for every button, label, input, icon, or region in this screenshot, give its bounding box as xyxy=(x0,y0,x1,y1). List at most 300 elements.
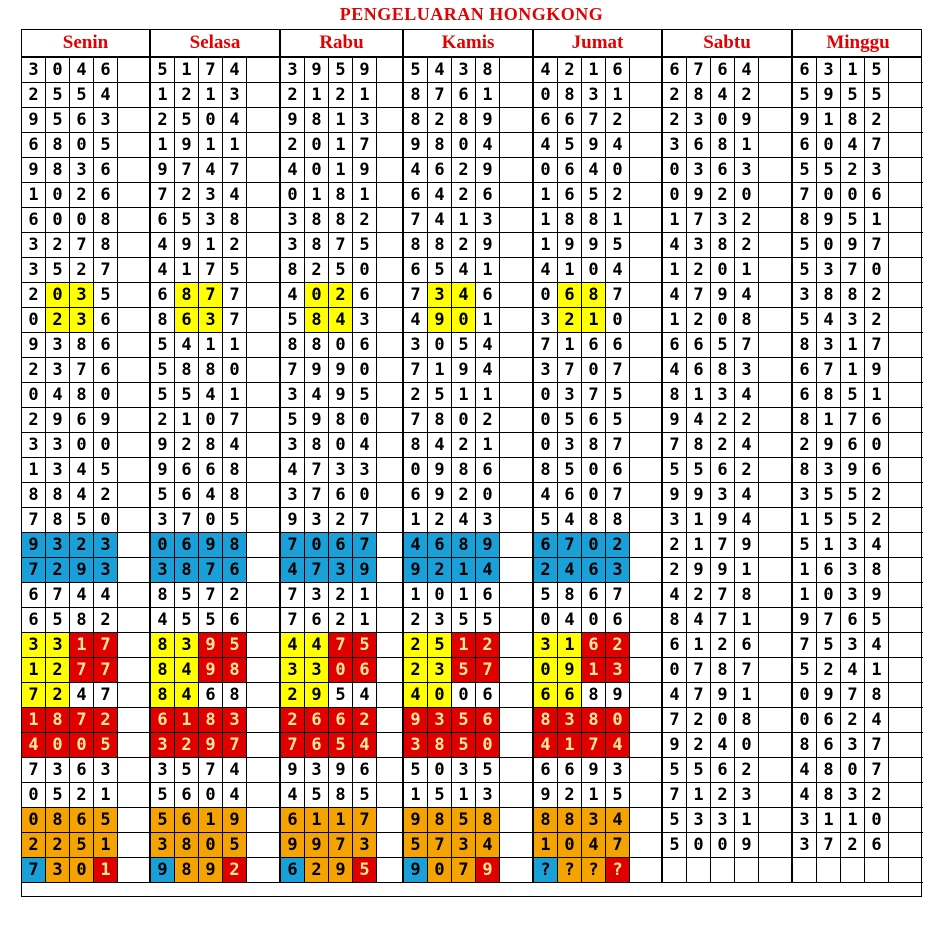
column-senin xyxy=(22,58,151,883)
digit-cell: 0 xyxy=(582,608,606,633)
result-row xyxy=(404,583,532,608)
digit-cell: 2 xyxy=(606,633,630,658)
result-row xyxy=(22,483,149,508)
digit-cell: 6 xyxy=(558,158,582,183)
digit-cell: 6 xyxy=(534,683,558,708)
row-padding xyxy=(118,208,149,233)
digit-cell: 0 xyxy=(70,133,94,158)
digit-cell: 2 xyxy=(687,733,711,758)
digit-cell: 2 xyxy=(223,583,247,608)
digit-cell: 4 xyxy=(22,733,46,758)
digit-cell: 8 xyxy=(46,483,70,508)
digit-cell: 5 xyxy=(606,408,630,433)
digit-cell: 9 xyxy=(476,233,500,258)
digit-cell: 7 xyxy=(452,858,476,883)
row-padding xyxy=(377,733,402,758)
digit-cell: 9 xyxy=(22,108,46,133)
digit-cell: 5 xyxy=(534,583,558,608)
result-row xyxy=(22,233,149,258)
digit-cell: 1 xyxy=(663,308,687,333)
digit-cell: 7 xyxy=(353,508,377,533)
result-row xyxy=(151,333,279,358)
digit-cell: 1 xyxy=(404,783,428,808)
digit-cell: 6 xyxy=(558,483,582,508)
digit-cell: 2 xyxy=(687,708,711,733)
digit-cell: 4 xyxy=(151,608,175,633)
result-row xyxy=(534,658,661,683)
digit-cell: 1 xyxy=(452,208,476,233)
result-row xyxy=(151,158,279,183)
digit-cell: 8 xyxy=(151,583,175,608)
row-padding xyxy=(118,58,149,83)
digit-cell: 1 xyxy=(353,583,377,608)
digit-cell: 7 xyxy=(223,158,247,183)
digit-cell: 9 xyxy=(793,608,817,633)
digit-cell: 4 xyxy=(70,58,94,83)
digit-cell: 1 xyxy=(534,833,558,858)
digit-cell: 4 xyxy=(476,358,500,383)
digit-cell: 1 xyxy=(793,583,817,608)
digit-cell: 3 xyxy=(70,283,94,308)
result-row xyxy=(534,208,661,233)
digit-cell: 4 xyxy=(404,308,428,333)
digit-cell: 1 xyxy=(735,133,759,158)
day-header-jumat: Jumat xyxy=(534,30,663,56)
digit-cell: 1 xyxy=(94,783,118,808)
digit-cell: 2 xyxy=(329,283,353,308)
row-padding xyxy=(759,408,791,433)
digit-cell: 8 xyxy=(428,408,452,433)
digit-cell: 3 xyxy=(46,433,70,458)
digit-cell: 2 xyxy=(663,108,687,133)
digit-cell: 3 xyxy=(687,108,711,133)
digit-cell: 0 xyxy=(22,383,46,408)
digit-cell: 6 xyxy=(865,458,889,483)
digit-cell: 0 xyxy=(428,583,452,608)
digit-cell: ? xyxy=(606,858,630,883)
row-padding xyxy=(889,383,923,408)
digit-cell: 6 xyxy=(841,433,865,458)
digit-cell: 5 xyxy=(793,533,817,558)
digit-cell: 6 xyxy=(558,758,582,783)
result-row xyxy=(22,358,149,383)
row-padding xyxy=(889,83,923,108)
digit-cell: 5 xyxy=(841,83,865,108)
digit-cell: 8 xyxy=(223,683,247,708)
digit-cell: 7 xyxy=(199,283,223,308)
row-padding xyxy=(377,283,402,308)
digit-cell: 1 xyxy=(22,183,46,208)
row-padding xyxy=(118,758,149,783)
digit-cell: 6 xyxy=(70,808,94,833)
row-padding xyxy=(500,358,532,383)
digit-cell: 4 xyxy=(452,508,476,533)
digit-cell: 1 xyxy=(175,58,199,83)
digit-cell: 4 xyxy=(534,483,558,508)
digit-cell: 9 xyxy=(735,108,759,133)
digit-cell: 0 xyxy=(22,783,46,808)
digit-cell: 1 xyxy=(428,358,452,383)
digit-cell: 3 xyxy=(223,708,247,733)
result-row xyxy=(663,633,791,658)
digit-cell: 8 xyxy=(175,558,199,583)
row-padding xyxy=(759,133,791,158)
digit-cell: 9 xyxy=(428,308,452,333)
digit-cell: 0 xyxy=(199,108,223,133)
row-padding xyxy=(247,608,279,633)
row-padding xyxy=(630,683,661,708)
digit-cell: 9 xyxy=(476,858,500,883)
digit-cell: 6 xyxy=(22,608,46,633)
digit-cell: 5 xyxy=(841,483,865,508)
digit-cell xyxy=(663,858,687,883)
digit-cell: 1 xyxy=(476,83,500,108)
digit-cell: 6 xyxy=(817,558,841,583)
row-padding xyxy=(889,583,923,608)
row-padding xyxy=(118,533,149,558)
digit-cell: 5 xyxy=(606,233,630,258)
digit-cell: 1 xyxy=(175,258,199,283)
digit-cell: 8 xyxy=(582,708,606,733)
row-padding xyxy=(247,833,279,858)
row-padding xyxy=(759,108,791,133)
result-row xyxy=(793,108,923,133)
row-padding xyxy=(889,233,923,258)
result-row xyxy=(281,858,402,883)
result-row xyxy=(663,508,791,533)
row-padding xyxy=(247,158,279,183)
row-padding xyxy=(118,308,149,333)
digit-cell: 2 xyxy=(663,533,687,558)
result-row xyxy=(151,258,279,283)
digit-cell: 7 xyxy=(687,658,711,683)
digit-cell: 3 xyxy=(281,433,305,458)
digit-cell: 8 xyxy=(582,283,606,308)
digit-cell: 2 xyxy=(841,833,865,858)
digit-cell: 9 xyxy=(711,283,735,308)
digit-cell: 2 xyxy=(735,83,759,108)
digit-cell: 4 xyxy=(223,433,247,458)
digit-cell: 7 xyxy=(70,658,94,683)
digit-cell: 0 xyxy=(428,333,452,358)
row-padding xyxy=(247,58,279,83)
digit-cell: 3 xyxy=(452,58,476,83)
digit-cell: 4 xyxy=(558,508,582,533)
row-padding xyxy=(247,858,279,883)
result-row xyxy=(22,258,149,283)
digit-cell: 6 xyxy=(711,58,735,83)
digit-cell: 8 xyxy=(94,233,118,258)
digit-cell: 8 xyxy=(687,433,711,458)
row-padding xyxy=(118,408,149,433)
digit-cell: 7 xyxy=(353,533,377,558)
digit-cell: 1 xyxy=(663,258,687,283)
result-row xyxy=(663,833,791,858)
row-padding xyxy=(630,358,661,383)
digit-cell: 9 xyxy=(663,483,687,508)
digit-cell: 4 xyxy=(606,808,630,833)
digit-cell: ? xyxy=(558,858,582,883)
row-padding xyxy=(377,183,402,208)
digit-cell: 9 xyxy=(404,808,428,833)
digit-cell: 5 xyxy=(151,808,175,833)
digit-cell: 9 xyxy=(663,408,687,433)
row-padding xyxy=(630,333,661,358)
digit-cell: 7 xyxy=(281,583,305,608)
digit-cell: 3 xyxy=(687,808,711,833)
digit-cell: 0 xyxy=(305,133,329,158)
digit-cell: 7 xyxy=(281,608,305,633)
digit-cell: 8 xyxy=(817,383,841,408)
row-padding xyxy=(889,283,923,308)
day-header-row xyxy=(22,30,921,58)
row-padding xyxy=(889,58,923,83)
digit-cell: 8 xyxy=(735,583,759,608)
digit-cell: 4 xyxy=(151,258,175,283)
result-row xyxy=(663,433,791,458)
digit-cell: 8 xyxy=(582,433,606,458)
digit-cell: 1 xyxy=(199,133,223,158)
result-row xyxy=(534,408,661,433)
digit-cell: 0 xyxy=(428,858,452,883)
row-padding xyxy=(630,508,661,533)
digit-cell: 8 xyxy=(46,808,70,833)
row-padding xyxy=(118,833,149,858)
result-row xyxy=(793,558,923,583)
digit-cell: 5 xyxy=(793,658,817,683)
result-row xyxy=(793,758,923,783)
digit-cell: 4 xyxy=(476,333,500,358)
digit-cell: 9 xyxy=(22,158,46,183)
row-padding xyxy=(247,383,279,408)
digit-cell: 1 xyxy=(22,658,46,683)
row-padding xyxy=(630,258,661,283)
digit-cell: 8 xyxy=(151,683,175,708)
row-padding xyxy=(630,608,661,633)
digit-cell: 8 xyxy=(223,458,247,483)
digit-cell: 3 xyxy=(46,633,70,658)
digit-cell: 5 xyxy=(281,308,305,333)
digit-cell: 1 xyxy=(534,233,558,258)
row-padding xyxy=(377,558,402,583)
row-padding xyxy=(759,583,791,608)
digit-cell: 4 xyxy=(223,108,247,133)
result-row xyxy=(281,408,402,433)
digit-cell: 7 xyxy=(151,183,175,208)
row-padding xyxy=(889,308,923,333)
row-padding xyxy=(377,208,402,233)
digit-cell: 9 xyxy=(534,783,558,808)
digit-cell: 6 xyxy=(687,358,711,383)
digit-cell: 8 xyxy=(558,583,582,608)
result-row xyxy=(793,433,923,458)
digit-cell: 1 xyxy=(305,808,329,833)
digit-cell: 4 xyxy=(606,258,630,283)
digit-cell: 3 xyxy=(476,208,500,233)
result-row xyxy=(151,508,279,533)
result-row xyxy=(793,83,923,108)
result-row xyxy=(534,433,661,458)
digit-cell: 2 xyxy=(865,308,889,333)
row-padding xyxy=(377,83,402,108)
result-row xyxy=(151,458,279,483)
digit-cell: 1 xyxy=(404,508,428,533)
row-padding xyxy=(377,833,402,858)
digit-cell: 9 xyxy=(70,558,94,583)
result-row xyxy=(663,208,791,233)
row-padding xyxy=(377,383,402,408)
digit-cell: 4 xyxy=(199,158,223,183)
row-padding xyxy=(500,458,532,483)
digit-cell: 4 xyxy=(175,333,199,358)
digit-cell: 5 xyxy=(70,833,94,858)
column-jumat xyxy=(534,58,663,883)
digit-cell: 3 xyxy=(46,358,70,383)
digit-cell: 2 xyxy=(22,358,46,383)
digit-cell: 3 xyxy=(865,158,889,183)
digit-cell: 6 xyxy=(175,783,199,808)
digit-cell: 5 xyxy=(606,383,630,408)
digit-cell: 3 xyxy=(22,633,46,658)
digit-cell: 3 xyxy=(94,758,118,783)
digit-cell: 6 xyxy=(175,808,199,833)
digit-cell: 5 xyxy=(70,508,94,533)
digit-cell: 4 xyxy=(428,433,452,458)
digit-cell: 8 xyxy=(793,458,817,483)
row-padding xyxy=(500,408,532,433)
digit-cell: 6 xyxy=(175,533,199,558)
result-row xyxy=(534,58,661,83)
digit-cell: 9 xyxy=(404,558,428,583)
result-row xyxy=(404,383,532,408)
row-padding xyxy=(759,458,791,483)
digit-cell: 5 xyxy=(428,783,452,808)
digit-cell: 5 xyxy=(404,58,428,83)
digit-cell: 4 xyxy=(476,558,500,583)
digit-cell: 0 xyxy=(841,183,865,208)
digit-cell: 1 xyxy=(151,83,175,108)
digit-cell: 3 xyxy=(223,83,247,108)
result-row xyxy=(281,708,402,733)
row-padding xyxy=(500,733,532,758)
result-row xyxy=(534,508,661,533)
digit-cell: 6 xyxy=(22,133,46,158)
row-padding xyxy=(500,433,532,458)
digit-cell: 2 xyxy=(46,558,70,583)
digit-cell: 7 xyxy=(305,458,329,483)
result-row xyxy=(281,483,402,508)
digit-cell: 2 xyxy=(70,533,94,558)
result-row xyxy=(404,658,532,683)
result-row xyxy=(793,58,923,83)
digit-cell: 2 xyxy=(452,233,476,258)
digit-cell: 3 xyxy=(452,833,476,858)
digit-cell: 8 xyxy=(94,208,118,233)
row-padding xyxy=(500,708,532,733)
result-row xyxy=(663,808,791,833)
digit-cell: 4 xyxy=(305,383,329,408)
digit-cell: 7 xyxy=(329,233,353,258)
digit-cell: 9 xyxy=(199,533,223,558)
digit-cell: 2 xyxy=(663,83,687,108)
digit-cell: 3 xyxy=(735,158,759,183)
digit-cell: 2 xyxy=(151,108,175,133)
result-row xyxy=(22,308,149,333)
digit-cell: 1 xyxy=(582,58,606,83)
result-row xyxy=(404,233,532,258)
digit-cell: 8 xyxy=(70,608,94,633)
digit-cell: 0 xyxy=(534,383,558,408)
digit-cell: 4 xyxy=(711,83,735,108)
row-padding xyxy=(500,583,532,608)
digit-cell: 9 xyxy=(582,233,606,258)
digit-cell: 6 xyxy=(865,408,889,433)
row-padding xyxy=(247,258,279,283)
digit-cell: 8 xyxy=(428,233,452,258)
digit-cell xyxy=(735,858,759,883)
digit-cell: 5 xyxy=(452,808,476,833)
digit-cell: 8 xyxy=(606,508,630,533)
digit-cell: 2 xyxy=(94,608,118,633)
result-row xyxy=(22,733,149,758)
result-row xyxy=(534,383,661,408)
row-padding xyxy=(247,708,279,733)
digit-cell: 6 xyxy=(663,333,687,358)
row-padding xyxy=(500,508,532,533)
digit-cell: 6 xyxy=(582,408,606,433)
digit-cell: 8 xyxy=(199,708,223,733)
result-row xyxy=(281,508,402,533)
digit-cell: 6 xyxy=(841,608,865,633)
digit-cell: 1 xyxy=(606,208,630,233)
digit-cell: 8 xyxy=(329,783,353,808)
digit-cell: 7 xyxy=(223,283,247,308)
digit-cell: 3 xyxy=(46,533,70,558)
digit-cell: 5 xyxy=(151,783,175,808)
digit-cell: 0 xyxy=(793,683,817,708)
digit-cell: 0 xyxy=(46,283,70,308)
digit-cell: 9 xyxy=(735,833,759,858)
digit-cell: 3 xyxy=(151,758,175,783)
digit-cell: 3 xyxy=(606,758,630,783)
digit-cell: 5 xyxy=(428,633,452,658)
digit-cell: 4 xyxy=(70,483,94,508)
digit-cell: 2 xyxy=(404,633,428,658)
digit-cell: 5 xyxy=(94,283,118,308)
row-padding xyxy=(889,183,923,208)
digit-cell: 5 xyxy=(46,783,70,808)
result-row xyxy=(793,633,923,658)
digit-cell: 6 xyxy=(476,283,500,308)
result-row xyxy=(22,208,149,233)
row-padding xyxy=(889,333,923,358)
digit-cell: 8 xyxy=(305,333,329,358)
result-row xyxy=(281,758,402,783)
digit-cell: 0 xyxy=(428,758,452,783)
digit-cell: 4 xyxy=(223,58,247,83)
digit-cell: 7 xyxy=(22,508,46,533)
digit-cell: 2 xyxy=(46,683,70,708)
digit-cell: ? xyxy=(582,858,606,883)
digit-cell: ? xyxy=(534,858,558,883)
digit-cell: 2 xyxy=(817,658,841,683)
row-padding xyxy=(118,583,149,608)
digit-cell: 3 xyxy=(582,83,606,108)
digit-cell: 4 xyxy=(353,433,377,458)
digit-cell: 5 xyxy=(223,508,247,533)
digit-cell: 1 xyxy=(329,108,353,133)
row-padding xyxy=(118,458,149,483)
